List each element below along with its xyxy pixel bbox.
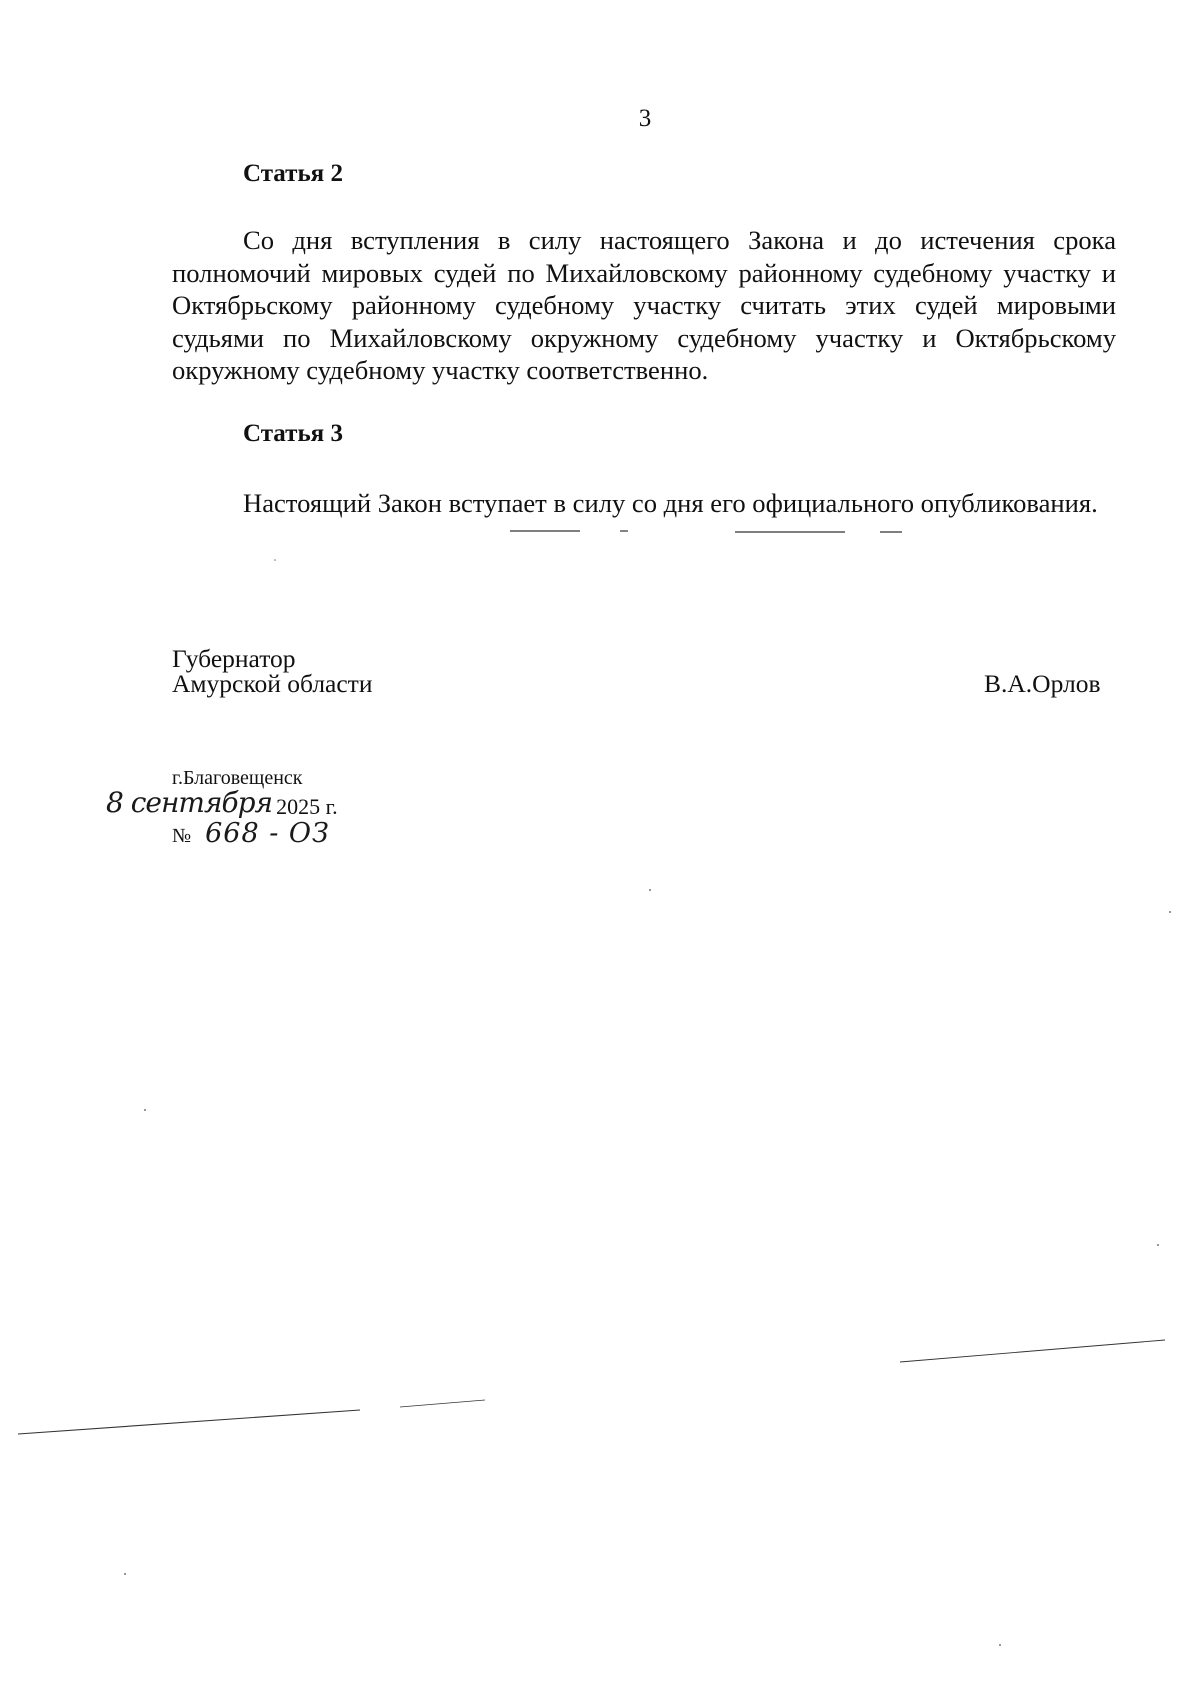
article-3-text: Настоящий Закон вступает в силу со дня его официального опубликования. [243,488,1098,518]
signer-title-line-2: Амурской области [172,669,373,698]
speck [274,559,276,561]
article-3-heading: Статья 3 [243,420,343,447]
handwritten-date: 8 сентября [106,786,273,819]
speck [1157,1244,1159,1246]
date-line [106,788,338,822]
speck [124,1573,126,1575]
scan-specks [124,559,1171,1646]
speck [1169,911,1171,913]
signer-title-line-1: Губернатор [172,644,296,673]
page-number: 3 [638,105,652,132]
number-sign: № [172,825,192,847]
city: г.Благовещенск [172,767,303,789]
scan-line [400,1400,485,1407]
article-2-heading: Статья 2 [243,160,343,187]
scan-line [900,1340,1165,1362]
signer-name: В.А.Орлов [984,669,1101,698]
law-number-line [172,818,330,849]
scan-line [18,1410,360,1434]
speck [144,1109,146,1111]
article-2-text: Со дня вступления в силу настоящего Закона и до истечения срока полномочий мировых судей по Михайловскому районному судебному участку и Октябрьскому районному судебному участку считать этих судей мировыми судьями по Михайловскому окружному судебному участку и Октябрьскому окружному судебному участку соответственно. [172,225,1116,386]
speck [999,1644,1001,1646]
date-year: 2025 г. [276,794,338,819]
signer-title [172,646,372,696]
handwritten-law-number: 668 - ОЗ [205,818,330,849]
speck [649,889,651,891]
